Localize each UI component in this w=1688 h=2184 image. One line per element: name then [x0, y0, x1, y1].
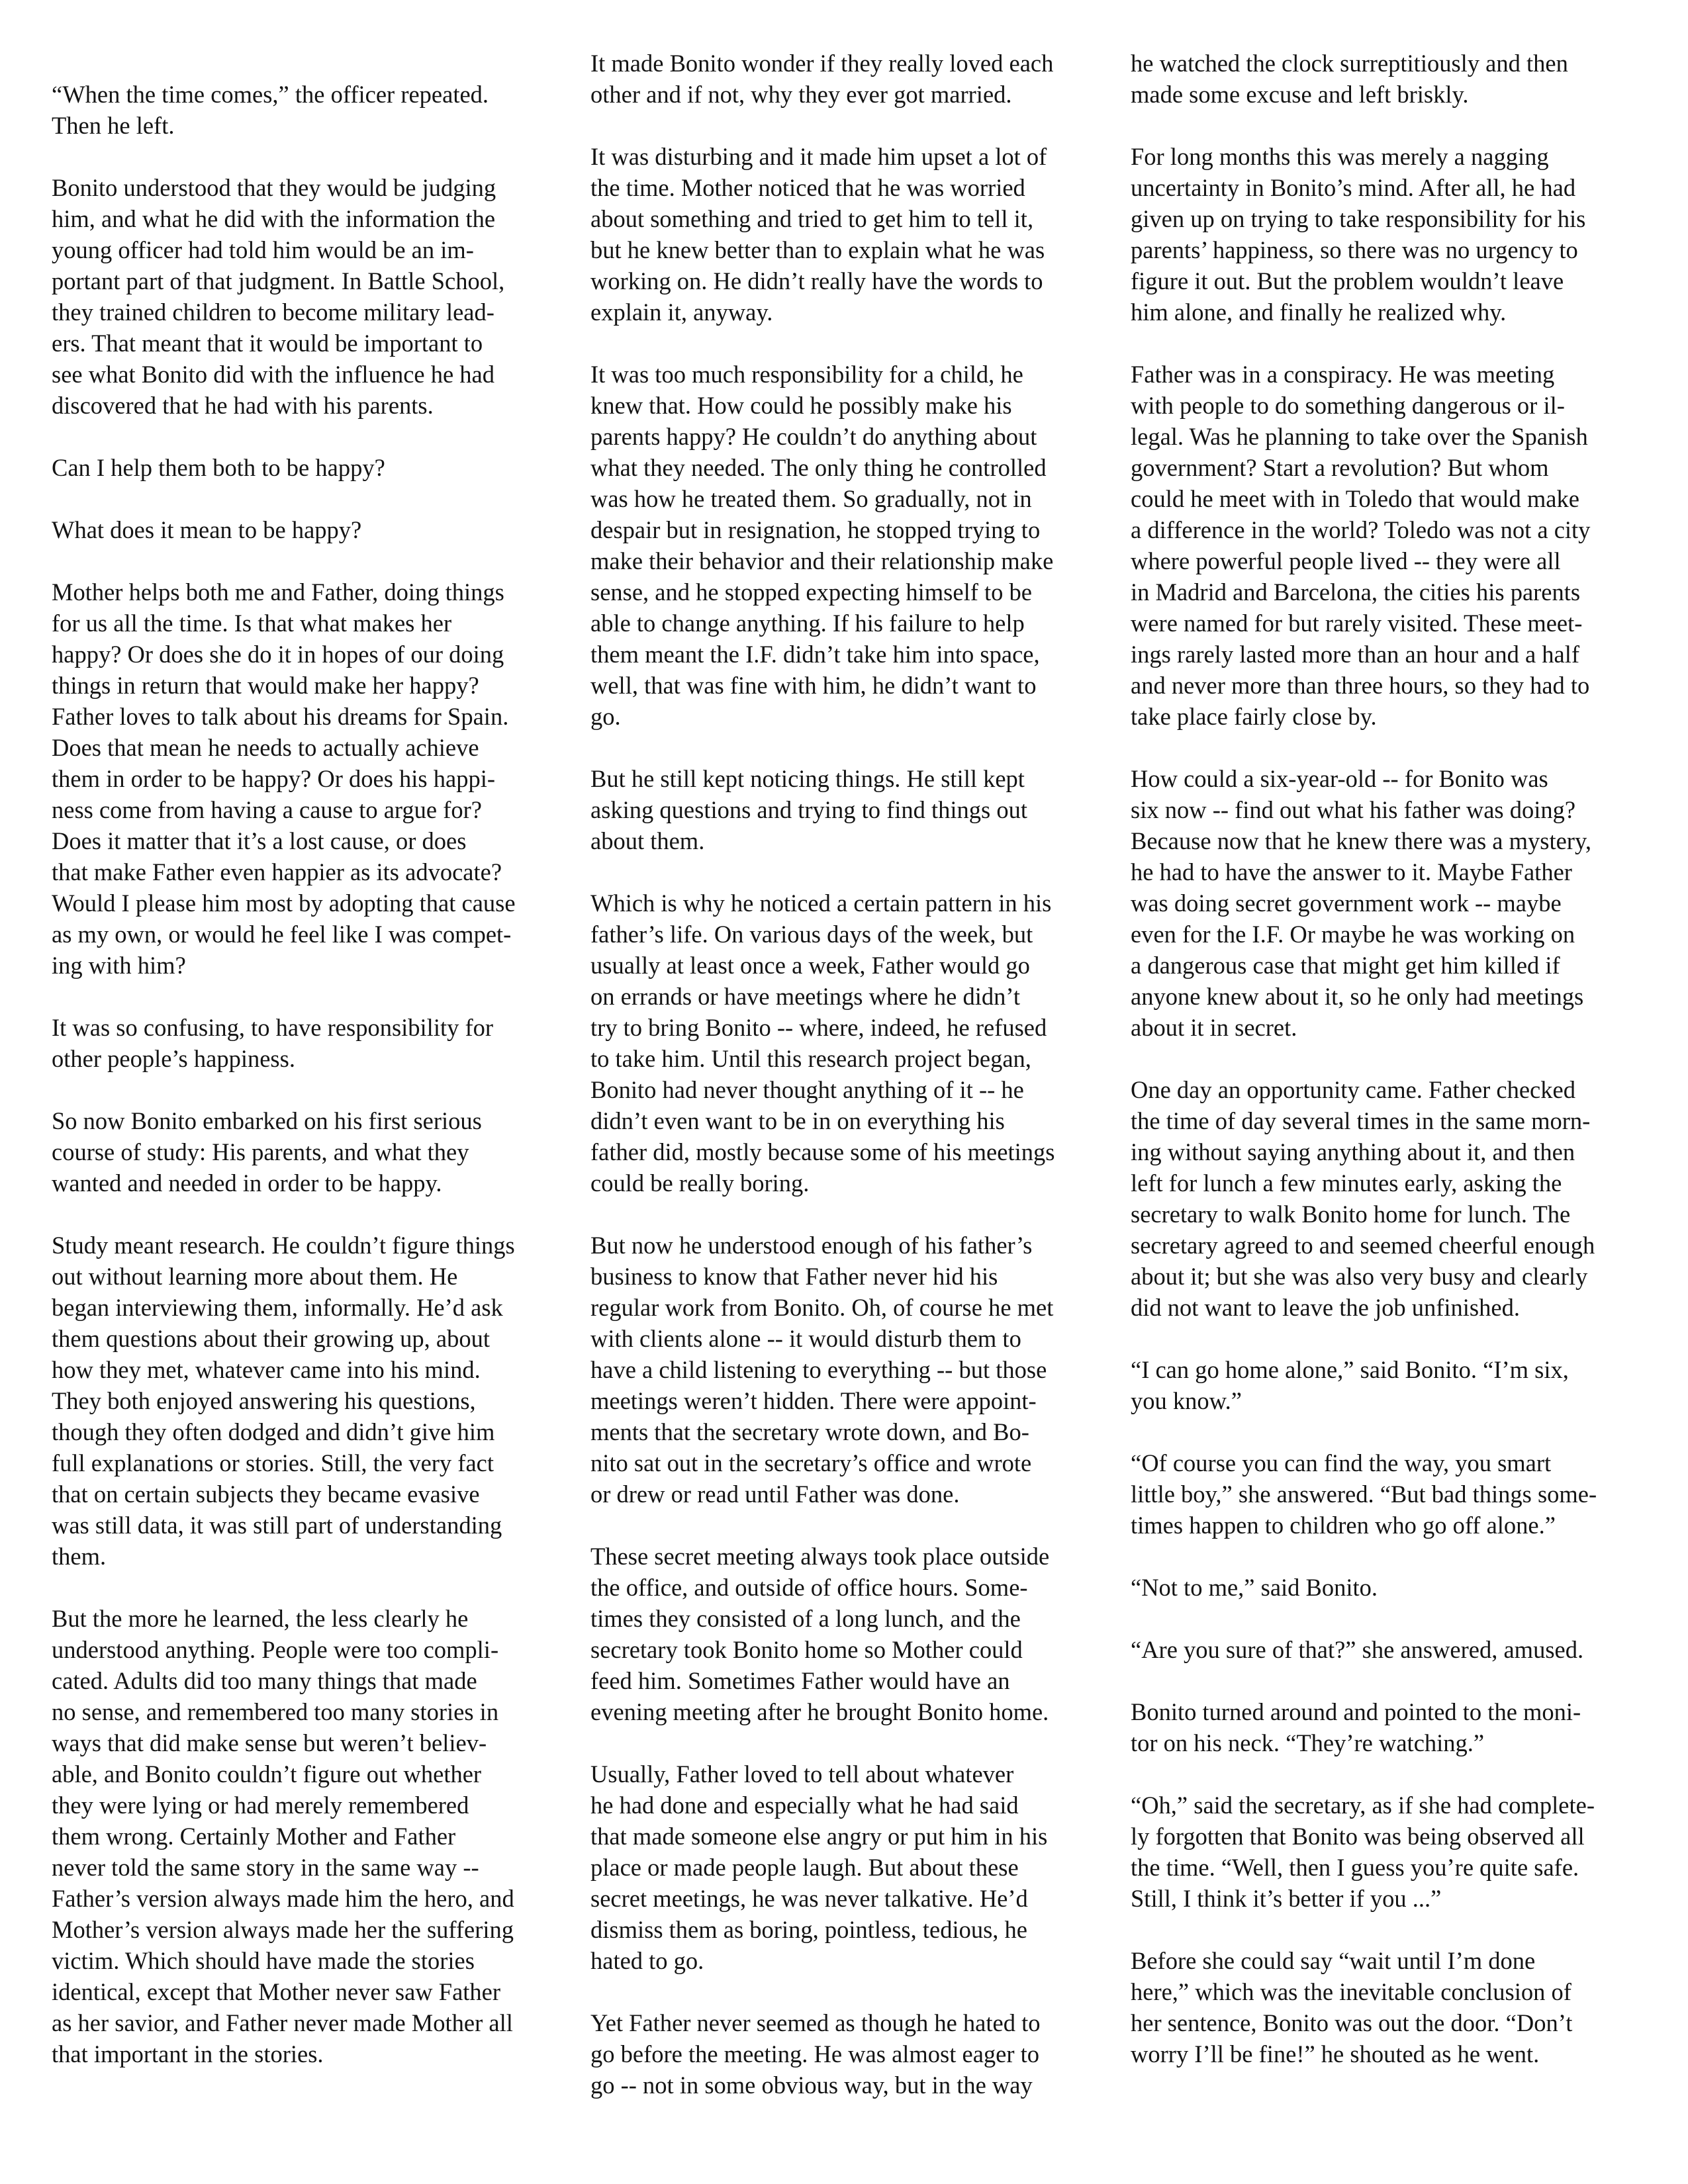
text-line: about them.	[590, 827, 705, 854]
text-line: that made someone else angry or put him in his	[590, 1823, 1048, 1850]
text-line: well, that was fine with him, he didn’t want to	[590, 672, 1037, 699]
text-line: able to change anything. If his failure to help	[590, 610, 1025, 637]
text-line: These secret meeting always took place outside	[590, 1543, 1050, 1570]
text-line: full explanations or stories. Still, the very fact	[52, 1449, 494, 1477]
text-line: But the more he learned, the less clearly he	[52, 1605, 469, 1632]
paragraph	[1131, 1634, 1634, 1665]
text-line: times happen to children who go off alone.”	[1131, 1512, 1556, 1539]
paragraph	[1131, 48, 1634, 110]
text-line: Before she could say “wait until I’m done	[1131, 1947, 1536, 1974]
text-line: discovered that he had with his parents.	[52, 392, 434, 419]
text-line: dismiss them as boring, pointless, tedious, he	[590, 1916, 1028, 1943]
text-line: he watched the clock surreptitiously and then	[1131, 50, 1568, 77]
text-line: hated to go.	[590, 1947, 704, 1974]
paragraph	[1131, 141, 1634, 328]
text-line: ings rarely lasted more than an hour and a half	[1131, 641, 1580, 668]
text-line: asking questions and trying to find things out	[590, 796, 1028, 823]
text-line: him alone, and finally he realized why.	[1131, 298, 1507, 326]
text-line: tor on his neck. “They’re watching.”	[1131, 1729, 1485, 1756]
text-line: the time of day several times in the same morn-	[1131, 1107, 1591, 1134]
text-line: cated. Adults did too many things that made	[52, 1667, 477, 1694]
text-line: to take him. Until this research project began,	[590, 1045, 1031, 1072]
text-line: here,” which was the inevitable conclusion of	[1131, 1978, 1571, 2005]
text-line: about something and tried to get him to tell it,	[590, 205, 1034, 232]
text-line: knew that. How could he possibly make his	[590, 392, 1012, 419]
text-line: So now Bonito embarked on his first serious	[52, 1107, 482, 1134]
text-line: go -- not in some obvious way, but in the way	[590, 2071, 1033, 2099]
text-line: meetings weren’t hidden. There were appoint-	[590, 1387, 1037, 1414]
text-line: But now he understood enough of his father’s	[590, 1232, 1033, 1259]
text-line: they trained children to become military lead-	[52, 298, 494, 326]
text-line: ness come from having a cause to argue for?	[52, 796, 482, 823]
text-line: uncertainty in Bonito’s mind. After all, he had	[1131, 174, 1576, 201]
text-line: could be really boring.	[590, 1169, 810, 1197]
text-line: the time. “Well, then I guess you’re quite safe.	[1131, 1854, 1579, 1881]
text-line: despair but in resignation, he stopped trying to	[590, 516, 1041, 543]
text-line: ing with him?	[52, 952, 186, 979]
text-line: Father’s version always made him the hero, and	[52, 1885, 514, 1912]
text-line: how they met, whatever came into his mind.	[52, 1356, 481, 1383]
paragraph	[1131, 1945, 1634, 2070]
text-line: parents’ happiness, so there was no urgency to	[1131, 236, 1578, 263]
text-line: that important in the stories.	[52, 2040, 324, 2068]
text-line: take place fairly close by.	[1131, 703, 1377, 730]
text-line: times they consisted of a long lunch, and the	[590, 1605, 1021, 1632]
text-line: was how he treated them. So gradually, not in	[590, 485, 1032, 512]
text-line: “When the time comes,” the officer repeated.	[52, 81, 489, 108]
text-line: didn’t even want to be in on everything his	[590, 1107, 1005, 1134]
text-line: Bonito turned around and pointed to the moni-	[1131, 1698, 1581, 1725]
text-line: Study meant research. He couldn’t figure things	[52, 1232, 515, 1259]
text-line: feed him. Sometimes Father would have an	[590, 1667, 1010, 1694]
text-line: even for the I.F. Or maybe he was working on	[1131, 921, 1575, 948]
text-line: Yet Father never seemed as though he hated to	[590, 2009, 1041, 2036]
text-line: usually at least once a week, Father would go	[590, 952, 1030, 979]
text-line: that on certain subjects they became evasive	[52, 1480, 480, 1508]
text-line: in Madrid and Barcelona, the cities his parents	[1131, 578, 1581, 606]
text-line: a difference in the world? Toledo was not a city	[1131, 516, 1591, 543]
paragraph	[52, 452, 555, 483]
text-line: made some excuse and left briskly.	[1131, 81, 1469, 108]
paragraph	[590, 1758, 1094, 1976]
text-line: It was too much responsibility for a child, he	[590, 361, 1023, 388]
text-line: ways that did make sense but weren’t believ-	[52, 1729, 487, 1756]
text-line: and never more than three hours, so they had to	[1131, 672, 1590, 699]
text-line: Then he left.	[52, 112, 175, 139]
paragraph	[1131, 1790, 1634, 1914]
paragraph	[590, 2007, 1094, 2101]
paragraph	[590, 141, 1094, 328]
text-line: never told the same story in the same way --	[52, 1854, 479, 1881]
text-line: them wrong. Certainly Mother and Father	[52, 1823, 456, 1850]
text-line: was still data, it was still part of understanding	[52, 1512, 502, 1539]
text-line: evening meeting after he brought Bonito home.	[590, 1698, 1049, 1725]
text-line: they were lying or had merely remembered	[52, 1792, 469, 1819]
text-line: ing without saying anything about it, and then	[1131, 1138, 1575, 1165]
text-line: ers. That meant that it would be important to	[52, 330, 483, 357]
text-line: “Oh,” said the secretary, as if she had complete-	[1131, 1792, 1595, 1819]
text-line: about it; but she was also very busy and clearly	[1131, 1263, 1588, 1290]
text-line: Which is why he noticed a certain pattern in his	[590, 889, 1052, 917]
text-line: Does it matter that it’s a lost cause, or does	[52, 827, 467, 854]
text-line: “Not to me,” said Bonito.	[1131, 1574, 1378, 1601]
text-line: as my own, or would he feel like I was compet-	[52, 921, 512, 948]
text-line: But he still kept noticing things. He still kept	[590, 765, 1025, 792]
text-line: It made Bonito wonder if they really loved each	[590, 50, 1054, 77]
text-line: try to bring Bonito -- where, indeed, he refused	[590, 1014, 1047, 1041]
text-line: “I can go home alone,” said Bonito. “I’m six,	[1131, 1356, 1569, 1383]
text-line: wanted and needed in order to be happy.	[52, 1169, 442, 1197]
text-line: Can I help them both to be happy?	[52, 454, 385, 481]
paragraph	[52, 514, 555, 545]
text-line: what they needed. The only thing he controlled	[590, 454, 1047, 481]
paragraph	[1131, 1074, 1634, 1323]
paragraph	[1131, 1696, 1634, 1758]
text-line: with clients alone -- it would disturb them to	[590, 1325, 1021, 1352]
text-line: began interviewing them, informally. He’d ask	[52, 1294, 503, 1321]
paragraph	[52, 576, 555, 981]
paragraph	[590, 48, 1094, 110]
paragraph	[1131, 763, 1634, 1043]
text-line: “Are you sure of that?” she answered, amused.	[1131, 1636, 1584, 1663]
text-line: for us all the time. Is that what makes her	[52, 610, 452, 637]
text-line: Usually, Father loved to tell about whatever	[590, 1760, 1014, 1788]
text-line: sense, and he stopped expecting himself to be	[590, 578, 1032, 606]
text-line: father’s life. On various days of the week, but	[590, 921, 1033, 948]
text-line: he had done and especially what he had said	[590, 1792, 1019, 1819]
text-line: For long months this was merely a nagging	[1131, 143, 1549, 170]
text-line: happy? Or does she do it in hopes of our doing	[52, 641, 504, 668]
text-line: father did, mostly because some of his meetings	[590, 1138, 1055, 1165]
paragraph	[52, 172, 555, 421]
text-line: parents happy? He couldn’t do anything about	[590, 423, 1037, 450]
text-line: he had to have the answer to it. Maybe Father	[1131, 858, 1572, 886]
text-line: out without learning more about them. He	[52, 1263, 458, 1290]
text-line: ly forgotten that Bonito was being observed all	[1131, 1823, 1585, 1850]
text-line: Father loves to talk about his dreams for Spain.	[52, 703, 509, 730]
text-line: working on. He didn’t really have the words to	[590, 267, 1043, 295]
text-line: Bonito had never thought anything of it -- he	[590, 1076, 1024, 1103]
paragraph	[590, 1230, 1094, 1510]
text-line: figure it out. But the problem wouldn’t leave	[1131, 267, 1564, 295]
text-line: course of study: His parents, and what they	[52, 1138, 469, 1165]
text-line: them meant the I.F. didn’t take him into space,	[590, 641, 1040, 668]
text-line: worry I’ll be fine!” he shouted as he went.	[1131, 2040, 1540, 2068]
text-line: How could a six-year-old -- for Bonito was	[1131, 765, 1548, 792]
text-line: were named for but rarely visited. These meet-	[1131, 610, 1583, 637]
text-line: have a child listening to everything -- but those	[590, 1356, 1047, 1383]
paragraph	[590, 763, 1094, 856]
text-line: portant part of that judgment. In Battle School,	[52, 267, 505, 295]
text-line: secret meetings, he was never talkative. He’d	[590, 1885, 1028, 1912]
text-line: six now -- find out what his father was doing?	[1131, 796, 1576, 823]
text-line: Still, I think it’s better if you ...”	[1131, 1885, 1442, 1912]
paragraph	[590, 887, 1094, 1199]
text-line: Father was in a conspiracy. He was meeting	[1131, 361, 1555, 388]
text-line: a dangerous case that might get him killed if	[1131, 952, 1560, 979]
text-line: make their behavior and their relationship make	[590, 547, 1054, 574]
text-line: you know.”	[1131, 1387, 1242, 1414]
text-column-left	[52, 79, 555, 2070]
paragraph	[52, 1230, 555, 1572]
text-line: explain it, anyway.	[590, 298, 773, 326]
text-line: see what Bonito did with the influence he had	[52, 361, 494, 388]
text-line: regular work from Bonito. Oh, of course he met	[590, 1294, 1054, 1321]
text-column-middle	[590, 48, 1094, 2101]
text-line: no sense, and remembered too many stories in	[52, 1698, 499, 1725]
text-line: her sentence, Bonito was out the door. “Don’t	[1131, 2009, 1573, 2036]
text-line: “Of course you can find the way, you smart	[1131, 1449, 1552, 1477]
text-line: anyone knew about it, so he only had meetings	[1131, 983, 1584, 1010]
text-line: understood anything. People were too compli-	[52, 1636, 499, 1663]
paragraph	[1131, 1354, 1634, 1416]
text-line: them in order to be happy? Or does his happi-	[52, 765, 496, 792]
text-line: other people’s happiness.	[52, 1045, 295, 1072]
text-line: with people to do something dangerous or il-	[1131, 392, 1565, 419]
text-line: the time. Mother noticed that he was worried	[590, 174, 1025, 201]
text-line: but he knew better than to explain what he was	[590, 236, 1045, 263]
text-column-right	[1131, 48, 1634, 2070]
text-line: legal. Was he planning to take over the Spanish	[1131, 423, 1588, 450]
text-line: go before the meeting. He was almost eager to	[590, 2040, 1040, 2068]
text-line: little boy,” she answered. “But bad things some-	[1131, 1480, 1597, 1508]
text-line: Mother’s version always made her the suffering	[52, 1916, 514, 1943]
text-line: left for lunch a few minutes early, asking the	[1131, 1169, 1562, 1197]
text-line: Does that mean he needs to actually achieve	[52, 734, 479, 761]
text-line: him, and what he did with the information the	[52, 205, 496, 232]
text-line: though they often dodged and didn’t give him	[52, 1418, 495, 1445]
text-line: about it in secret.	[1131, 1014, 1297, 1041]
text-line: able, and Bonito couldn’t figure out whether	[52, 1760, 482, 1788]
text-line: the office, and outside of office hours. Some-	[590, 1574, 1028, 1601]
text-line: secretary took Bonito home so Mother could	[590, 1636, 1023, 1663]
text-line: was doing secret government work -- maybe	[1131, 889, 1562, 917]
text-line: secretary agreed to and seemed cheerful enough	[1131, 1232, 1595, 1259]
text-line: on errands or have meetings where he didn’t	[590, 983, 1021, 1010]
text-line: Mother helps both me and Father, doing things	[52, 578, 504, 606]
text-line: nito sat out in the secretary’s office and wrote	[590, 1449, 1032, 1477]
text-line: Bonito understood that they would be judging	[52, 174, 496, 201]
paragraph	[1131, 359, 1634, 732]
text-line: as her savior, and Father never made Mother all	[52, 2009, 513, 2036]
text-line: could he meet with in Toledo that would make	[1131, 485, 1579, 512]
text-line: that make Father even happier as its advocate?	[52, 858, 502, 886]
paragraph	[52, 1012, 555, 1074]
paragraph	[1131, 1447, 1634, 1541]
text-line: Because now that he knew there was a mystery,	[1131, 827, 1591, 854]
text-line: What does it mean to be happy?	[52, 516, 362, 543]
text-line: It was so confusing, to have responsibility for	[52, 1014, 494, 1041]
text-line: ments that the secretary wrote down, and Bo-	[590, 1418, 1029, 1445]
text-line: secretary to walk Bonito home for lunch. The	[1131, 1201, 1571, 1228]
text-line: young officer had told him would be an im-	[52, 236, 474, 263]
text-line: go.	[590, 703, 621, 730]
text-line: government? Start a revolution? But whom	[1131, 454, 1549, 481]
text-line: other and if not, why they ever got married.	[590, 81, 1012, 108]
text-line: them.	[52, 1543, 107, 1570]
paragraph	[52, 1603, 555, 2070]
paragraph	[1131, 1572, 1634, 1603]
paragraph	[52, 79, 555, 141]
text-line: things in return that would make her happy?	[52, 672, 479, 699]
paragraph	[52, 1105, 555, 1199]
text-line: them questions about their growing up, about	[52, 1325, 490, 1352]
text-line: They both enjoyed answering his questions,	[52, 1387, 476, 1414]
text-line: victim. Which should have made the stories	[52, 1947, 475, 1974]
text-line: or drew or read until Father was done.	[590, 1480, 960, 1508]
text-line: did not want to leave the job unfinished.	[1131, 1294, 1520, 1321]
text-line: Would I please him most by adopting that cause	[52, 889, 516, 917]
text-line: It was disturbing and it made him upset a lot of	[590, 143, 1047, 170]
text-line: One day an opportunity came. Father checked	[1131, 1076, 1575, 1103]
paragraph	[590, 1541, 1094, 1727]
text-line: place or made people laugh. But about these	[590, 1854, 1019, 1881]
paragraph	[590, 359, 1094, 732]
text-line: identical, except that Mother never saw Father	[52, 1978, 501, 2005]
text-line: business to know that Father never hid his	[590, 1263, 998, 1290]
text-line: where powerful people lived -- they were all	[1131, 547, 1561, 574]
text-line: given up on trying to take responsibility for his	[1131, 205, 1586, 232]
